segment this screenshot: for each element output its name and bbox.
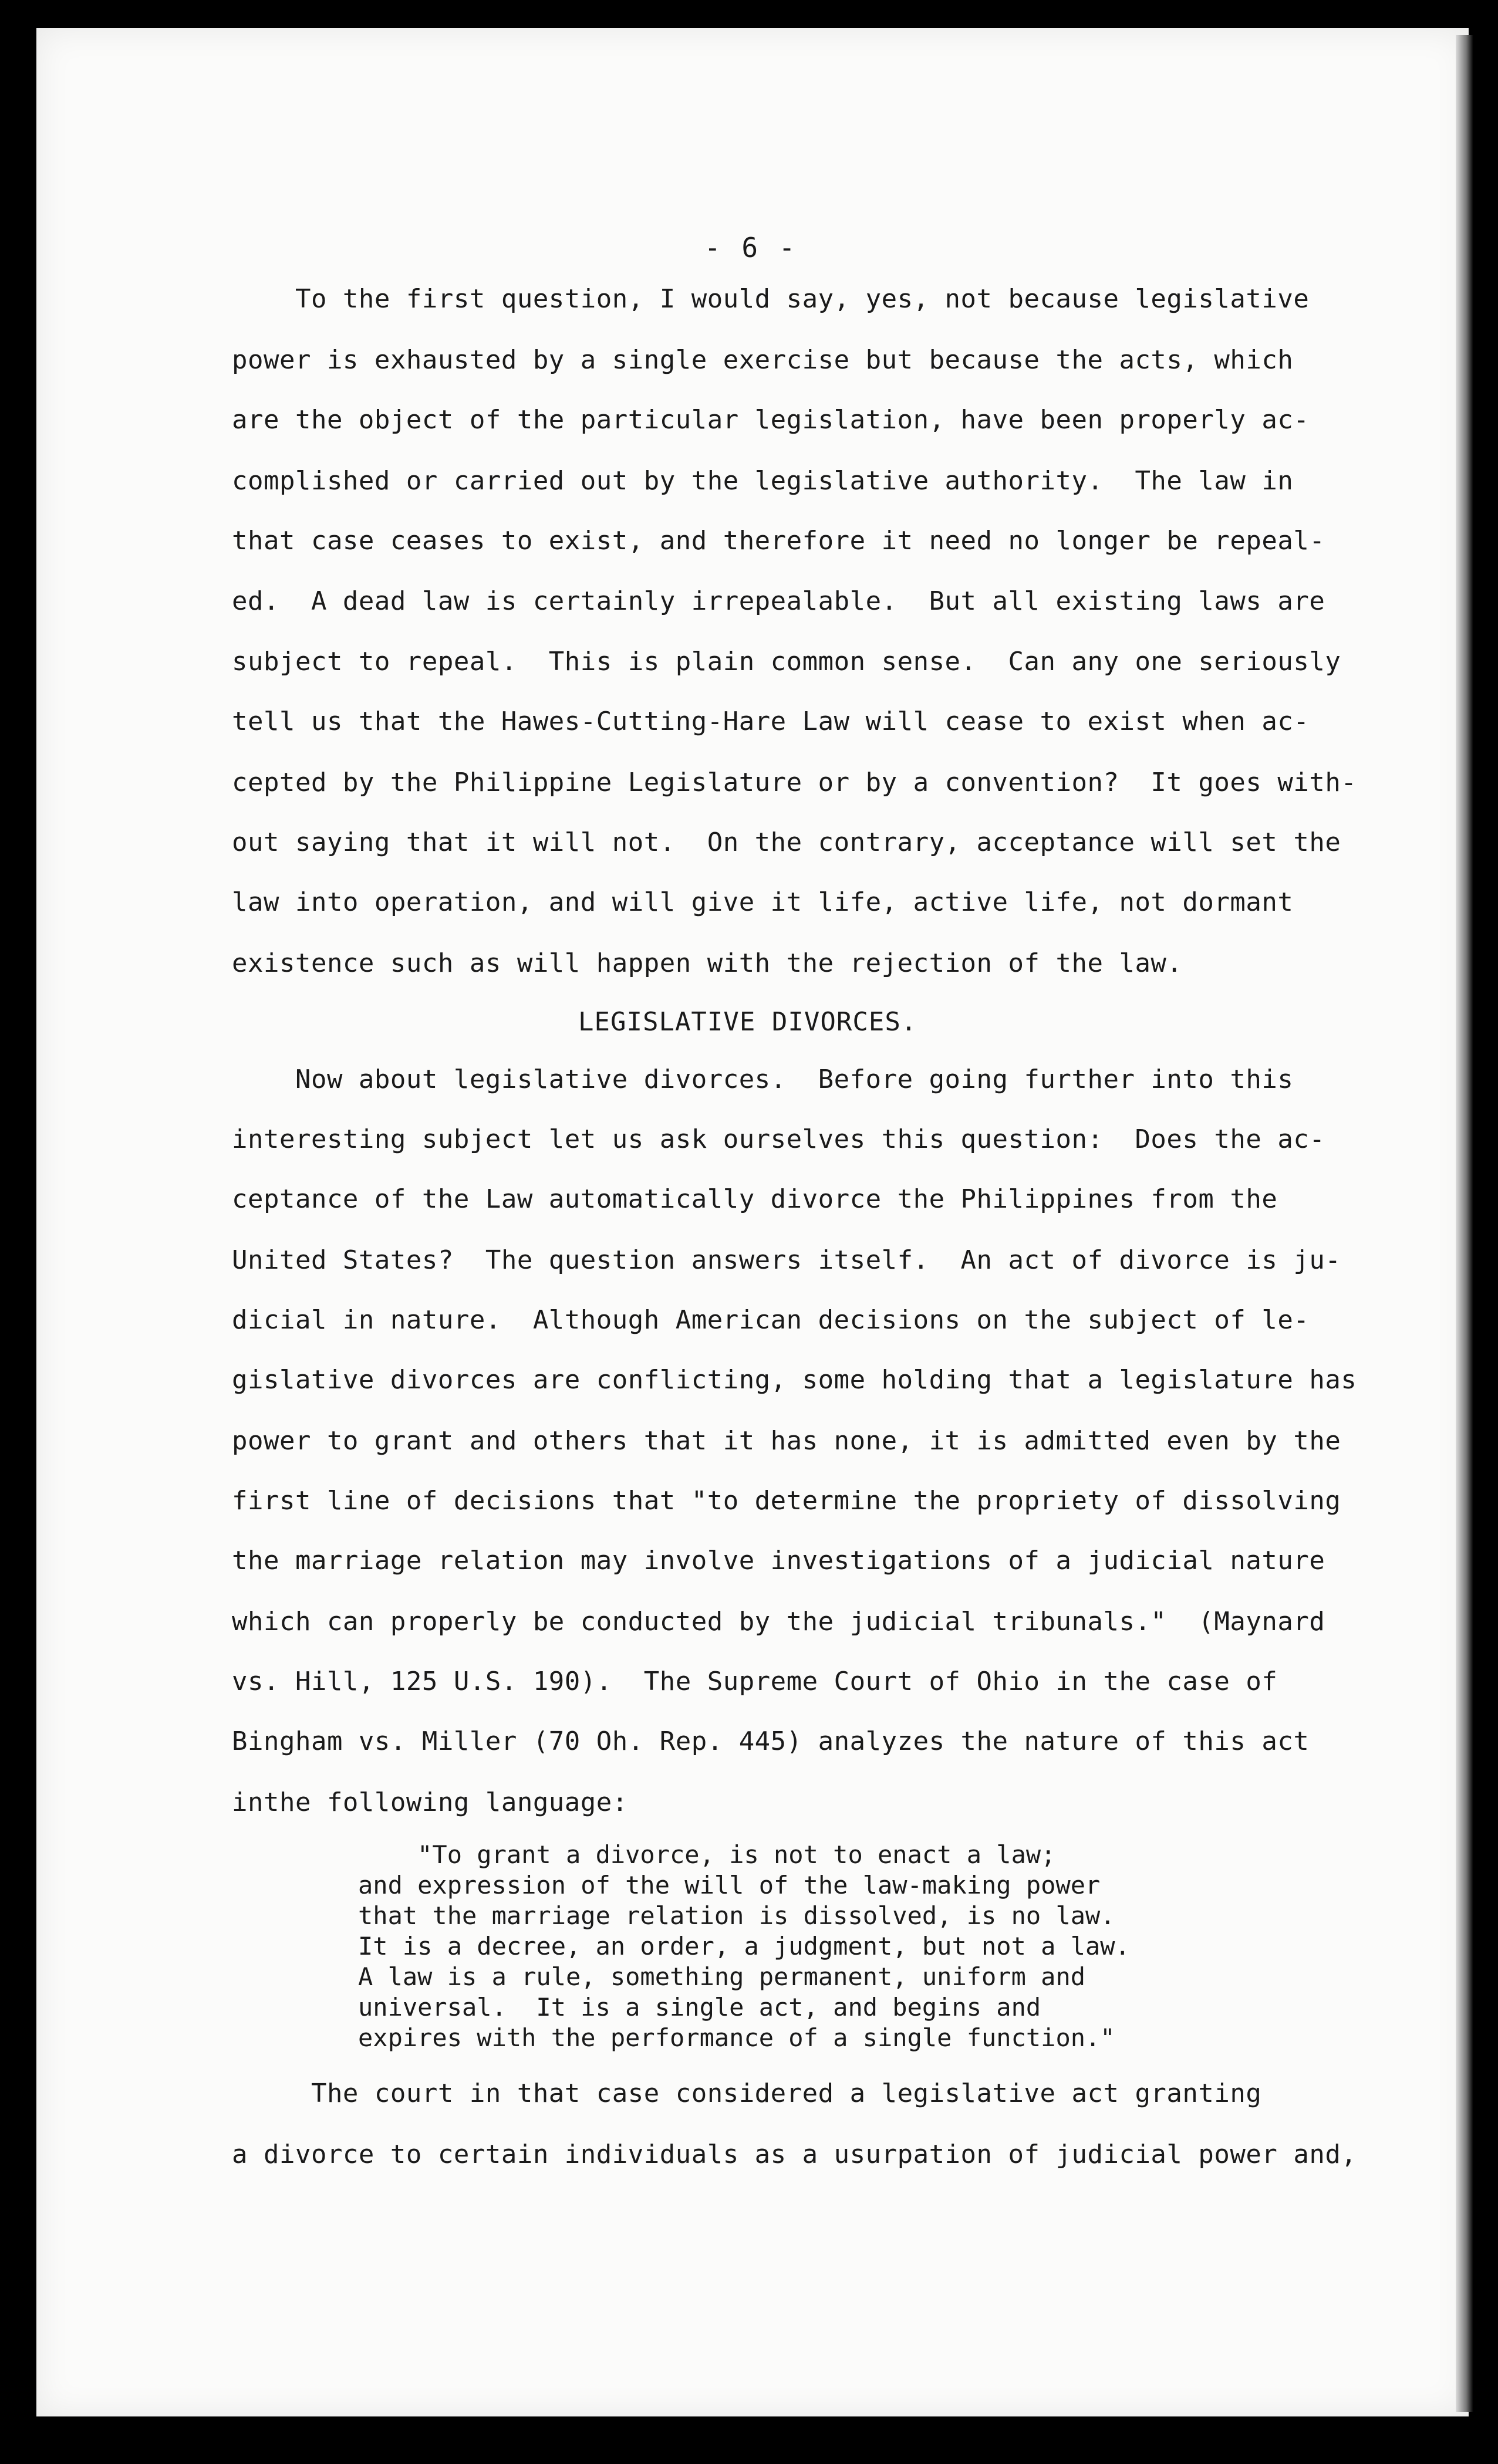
paragraph1-line: tell us that the Hawes-Cutting-Hare Law will cease to exist when ac- — [232, 707, 1310, 736]
paragraph1-line: that case ceases to exist, and therefore it need no longer be repeal- — [232, 526, 1325, 556]
paragraph2-line: gislative divorces are conflicting, some holding that a legislature has — [232, 1365, 1357, 1395]
paragraph2-line: first line of decisions that "to determine the propriety of dissolving — [232, 1486, 1341, 1516]
quote-line: A law is a rule, something permanent, uniform and — [358, 1962, 1086, 1991]
paragraph2-line: power to grant and others that it has none, it is admitted even by the — [232, 1426, 1341, 1456]
section-heading: LEGISLATIVE DIVORCES. — [578, 1007, 917, 1037]
paragraph1-line: ed. A dead law is certainly irrepealable. But all existing laws are — [232, 586, 1325, 616]
paragraph2-line: Bingham vs. Miller (70 Oh. Rep. 445) analyzes the nature of this act — [232, 1726, 1310, 1756]
paragraph1-line: cepted by the Philippine Legislature or by a convention? It goes with- — [232, 768, 1357, 797]
paragraph1-line: out saying that it will not. On the contrary, acceptance will set the — [232, 827, 1341, 857]
paragraph3-line: The court in that case considered a legislative act granting — [232, 2078, 1262, 2108]
paragraph1-line: power is exhausted by a single exercise but because the acts, which — [232, 345, 1294, 375]
paper-edge — [1456, 35, 1473, 2412]
paragraph2-line: the marriage relation may involve investigations of a judicial nature — [232, 1546, 1325, 1576]
paper-sheet — [36, 28, 1469, 2416]
paragraph1-line: To the first question, I would say, yes, not because legislative — [232, 284, 1310, 314]
quote-line: It is a decree, an order, a judgment, but not a law. — [358, 1932, 1130, 1961]
quote-line: expires with the performance of a single function." — [358, 2023, 1115, 2052]
paragraph2-line: dicial in nature. Although American decisions on the subject of le- — [232, 1305, 1310, 1335]
paragraph3-line: a divorce to certain individuals as a usurpation of judicial power and, — [232, 2139, 1357, 2169]
quote-line: "To grant a divorce, is not to enact a law; — [358, 1840, 1056, 1869]
quote-line: that the marriage relation is dissolved, is no law. — [358, 1901, 1115, 1930]
paragraph2-line: Now about legislative divorces. Before going further into this — [232, 1064, 1294, 1094]
paragraph1-line: complished or carried out by the legislative authority. The law in — [232, 466, 1294, 496]
paragraph2-line: vs. Hill, 125 U.S. 190). The Supreme Court of Ohio in the case of — [232, 1667, 1278, 1696]
paragraph2-line: interesting subject let us ask ourselves this question: Does the ac- — [232, 1124, 1325, 1154]
paragraph1-line: subject to repeal. This is plain common sense. Can any one seriously — [232, 647, 1341, 677]
paragraph2-line: inthe following language: — [232, 1787, 628, 1817]
page-number: - 6 - — [704, 232, 798, 263]
paragraph2-line: ceptance of the Law automatically divorce the Philippines from the — [232, 1184, 1278, 1214]
quote-line: and expression of the will of the law-making power — [358, 1871, 1101, 1899]
paragraph1-line: law into operation, and will give it life, active life, not dormant — [232, 887, 1294, 917]
quote-line: universal. It is a single act, and begins and — [358, 1993, 1041, 2022]
paragraph1-line: are the object of the particular legislation, have been properly ac- — [232, 405, 1310, 435]
paragraph2-line: United States? The question answers itself. An act of divorce is ju- — [232, 1245, 1341, 1275]
paragraph2-line: which can properly be conducted by the judicial tribunals." (Maynard — [232, 1607, 1325, 1637]
paragraph1-line: existence such as will happen with the rejection of the law. — [232, 948, 1183, 978]
